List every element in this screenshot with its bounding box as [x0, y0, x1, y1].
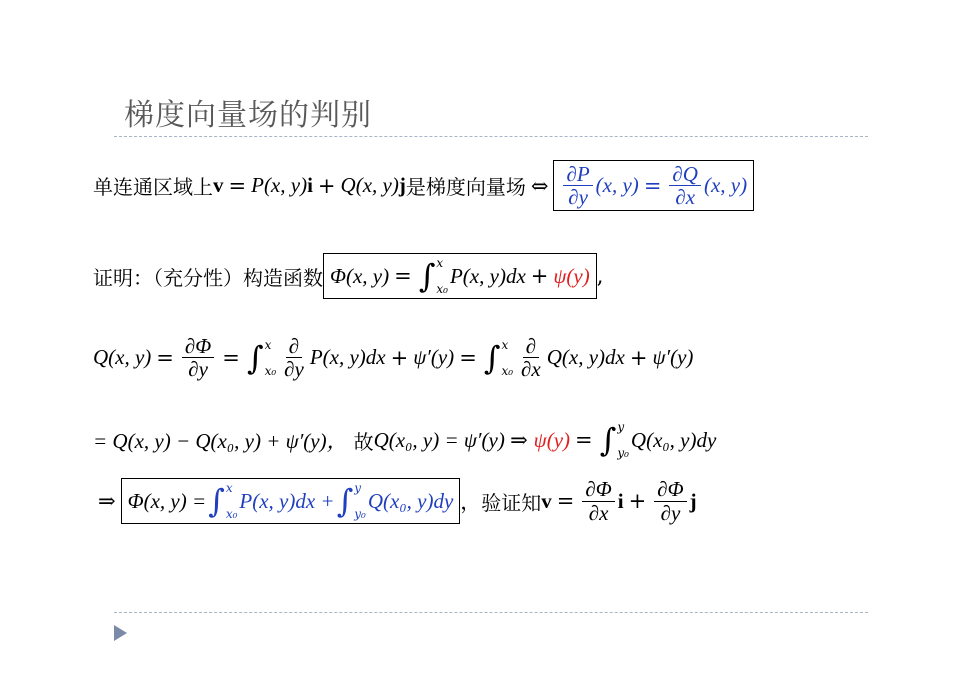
numerator: ∂Φ [182, 335, 214, 358]
plus-sign: + [390, 345, 409, 370]
unit-j: j [398, 173, 406, 198]
args: (x, y) [355, 173, 399, 198]
triangle-right-icon [114, 625, 127, 641]
derivation-line [93, 335, 693, 380]
phi-function: Φ(x, y) = [127, 488, 207, 513]
fraction [582, 478, 614, 523]
result-box [121, 478, 461, 524]
fraction [654, 478, 686, 523]
integrand: P(x, y)dx [309, 345, 386, 370]
psi-function: ψ(y) [553, 263, 590, 288]
equals-sign: = [643, 173, 662, 198]
integral-icon: ∫ [483, 338, 501, 377]
lower-limit: y₀ [354, 507, 366, 521]
args: (x, y) [263, 173, 308, 198]
unit-i: i [307, 173, 313, 198]
footer-divider [114, 612, 868, 613]
equals-sign: = [459, 345, 477, 370]
psi-prime: ψ′(y) [413, 345, 455, 370]
integral [247, 338, 276, 378]
upper-limit: y [617, 420, 625, 434]
equals-sign: = [156, 345, 174, 370]
integral [600, 420, 629, 460]
integral-icon: ∫ [208, 482, 225, 520]
statement-text-2: 是梯度向量场 [405, 175, 526, 200]
func-p: P [251, 173, 264, 198]
numerator: ∂Q [669, 163, 701, 186]
unit-j: j [689, 488, 697, 513]
upper-limit: x [501, 337, 509, 352]
integrand: Q(x, y)dx [546, 345, 625, 370]
upper-limit: x [225, 481, 233, 495]
equals-sign: = [222, 345, 240, 370]
proof-text: 证明：（充分性）构造函数 [93, 265, 323, 290]
fraction [281, 335, 307, 380]
fraction [669, 163, 701, 208]
implies-symbol: ⇒ [98, 489, 116, 513]
integral-icon: ∫ [246, 338, 264, 377]
integral-limits [354, 481, 366, 521]
integral-icon: ∫ [418, 257, 436, 295]
upper-limit: y [354, 481, 362, 495]
integral-limits [617, 420, 629, 460]
q-function: Q(x, y) [93, 345, 152, 370]
fraction [563, 163, 592, 208]
integral [208, 481, 237, 521]
numerator: ∂Φ [654, 478, 686, 501]
equals-sign: = [394, 264, 412, 288]
denominator: ∂y [188, 357, 208, 382]
upper-limit: x [264, 337, 272, 352]
denominator: ∂x [675, 185, 696, 210]
conclusion-line [93, 420, 716, 460]
integral-icon: ∫ [599, 421, 617, 459]
unit-i: i [617, 488, 624, 513]
lower-limit: x₀ [501, 363, 514, 378]
lower-limit: x₀ [436, 282, 448, 296]
func-q: Q [340, 173, 356, 198]
denominator: ∂y [660, 500, 681, 525]
statement-line [93, 160, 754, 211]
integral-icon: ∫ [336, 482, 354, 520]
hence-text: 故 [353, 429, 374, 454]
numerator: ∂ [286, 335, 302, 358]
numerator: ∂ [523, 335, 539, 358]
lower-limit: y₀ [617, 446, 629, 460]
numerator: ∂Φ [582, 478, 614, 501]
condition-box [553, 160, 754, 211]
result-line [93, 478, 697, 524]
plus-sign: + [629, 345, 648, 370]
equals-sign: = [228, 173, 247, 198]
proof-line [93, 253, 603, 299]
vector-v: v [213, 173, 224, 198]
psi-function: ψ(y) [533, 427, 571, 452]
integral [337, 481, 366, 521]
vector-v: v [541, 488, 552, 513]
denominator: ∂y [284, 357, 304, 382]
args: (x, y) [703, 173, 748, 198]
integral [419, 256, 448, 296]
integral-limits [226, 481, 238, 521]
integrand: Q(x₀, y)dy [367, 488, 454, 513]
equals-sign: = [556, 489, 575, 513]
lower-limit: x₀ [225, 507, 238, 521]
denominator: ∂x [521, 357, 541, 382]
verify-text: 验证知 [481, 490, 542, 515]
integrand: P(x, y)dx + [239, 488, 335, 513]
integral [484, 338, 513, 378]
phi-function: Φ(x, y) [330, 263, 390, 288]
equals-sign: = [575, 428, 593, 452]
denominator: ∂y [568, 185, 588, 210]
integral-limits [265, 338, 277, 378]
integral-limits [436, 256, 448, 296]
integrand: Q(x₀, y)dy [630, 427, 717, 452]
slide-title: 梯度向量场的判别 [124, 98, 372, 133]
comma: ， [460, 490, 482, 514]
numerator: ∂P [563, 163, 592, 186]
denominator: ∂x [588, 500, 609, 525]
lower-limit: x₀ [264, 363, 277, 378]
integral-limits [501, 338, 513, 378]
plus-sign: + [317, 173, 336, 198]
fraction [182, 335, 214, 380]
iff-symbol: ⇔ [530, 173, 549, 198]
integrand: P(x, y)dx [449, 263, 526, 288]
comma: , [596, 264, 604, 288]
plus-sign: + [628, 489, 647, 513]
definition-box [323, 253, 597, 299]
psi-prime: ψ′(y) [652, 345, 694, 370]
upper-limit: x [436, 256, 444, 270]
expression-2: Q(x₀, y) = ψ′(y) ⇒ [373, 427, 528, 452]
title-divider [114, 136, 868, 137]
fraction [518, 335, 544, 380]
args: (x, y) [595, 173, 639, 198]
expression: = Q(x, y) − Q(x₀, y) + ψ′(y)， [93, 429, 348, 453]
statement-text: 单连通区域上 [93, 175, 213, 200]
plus-sign: + [530, 264, 549, 288]
